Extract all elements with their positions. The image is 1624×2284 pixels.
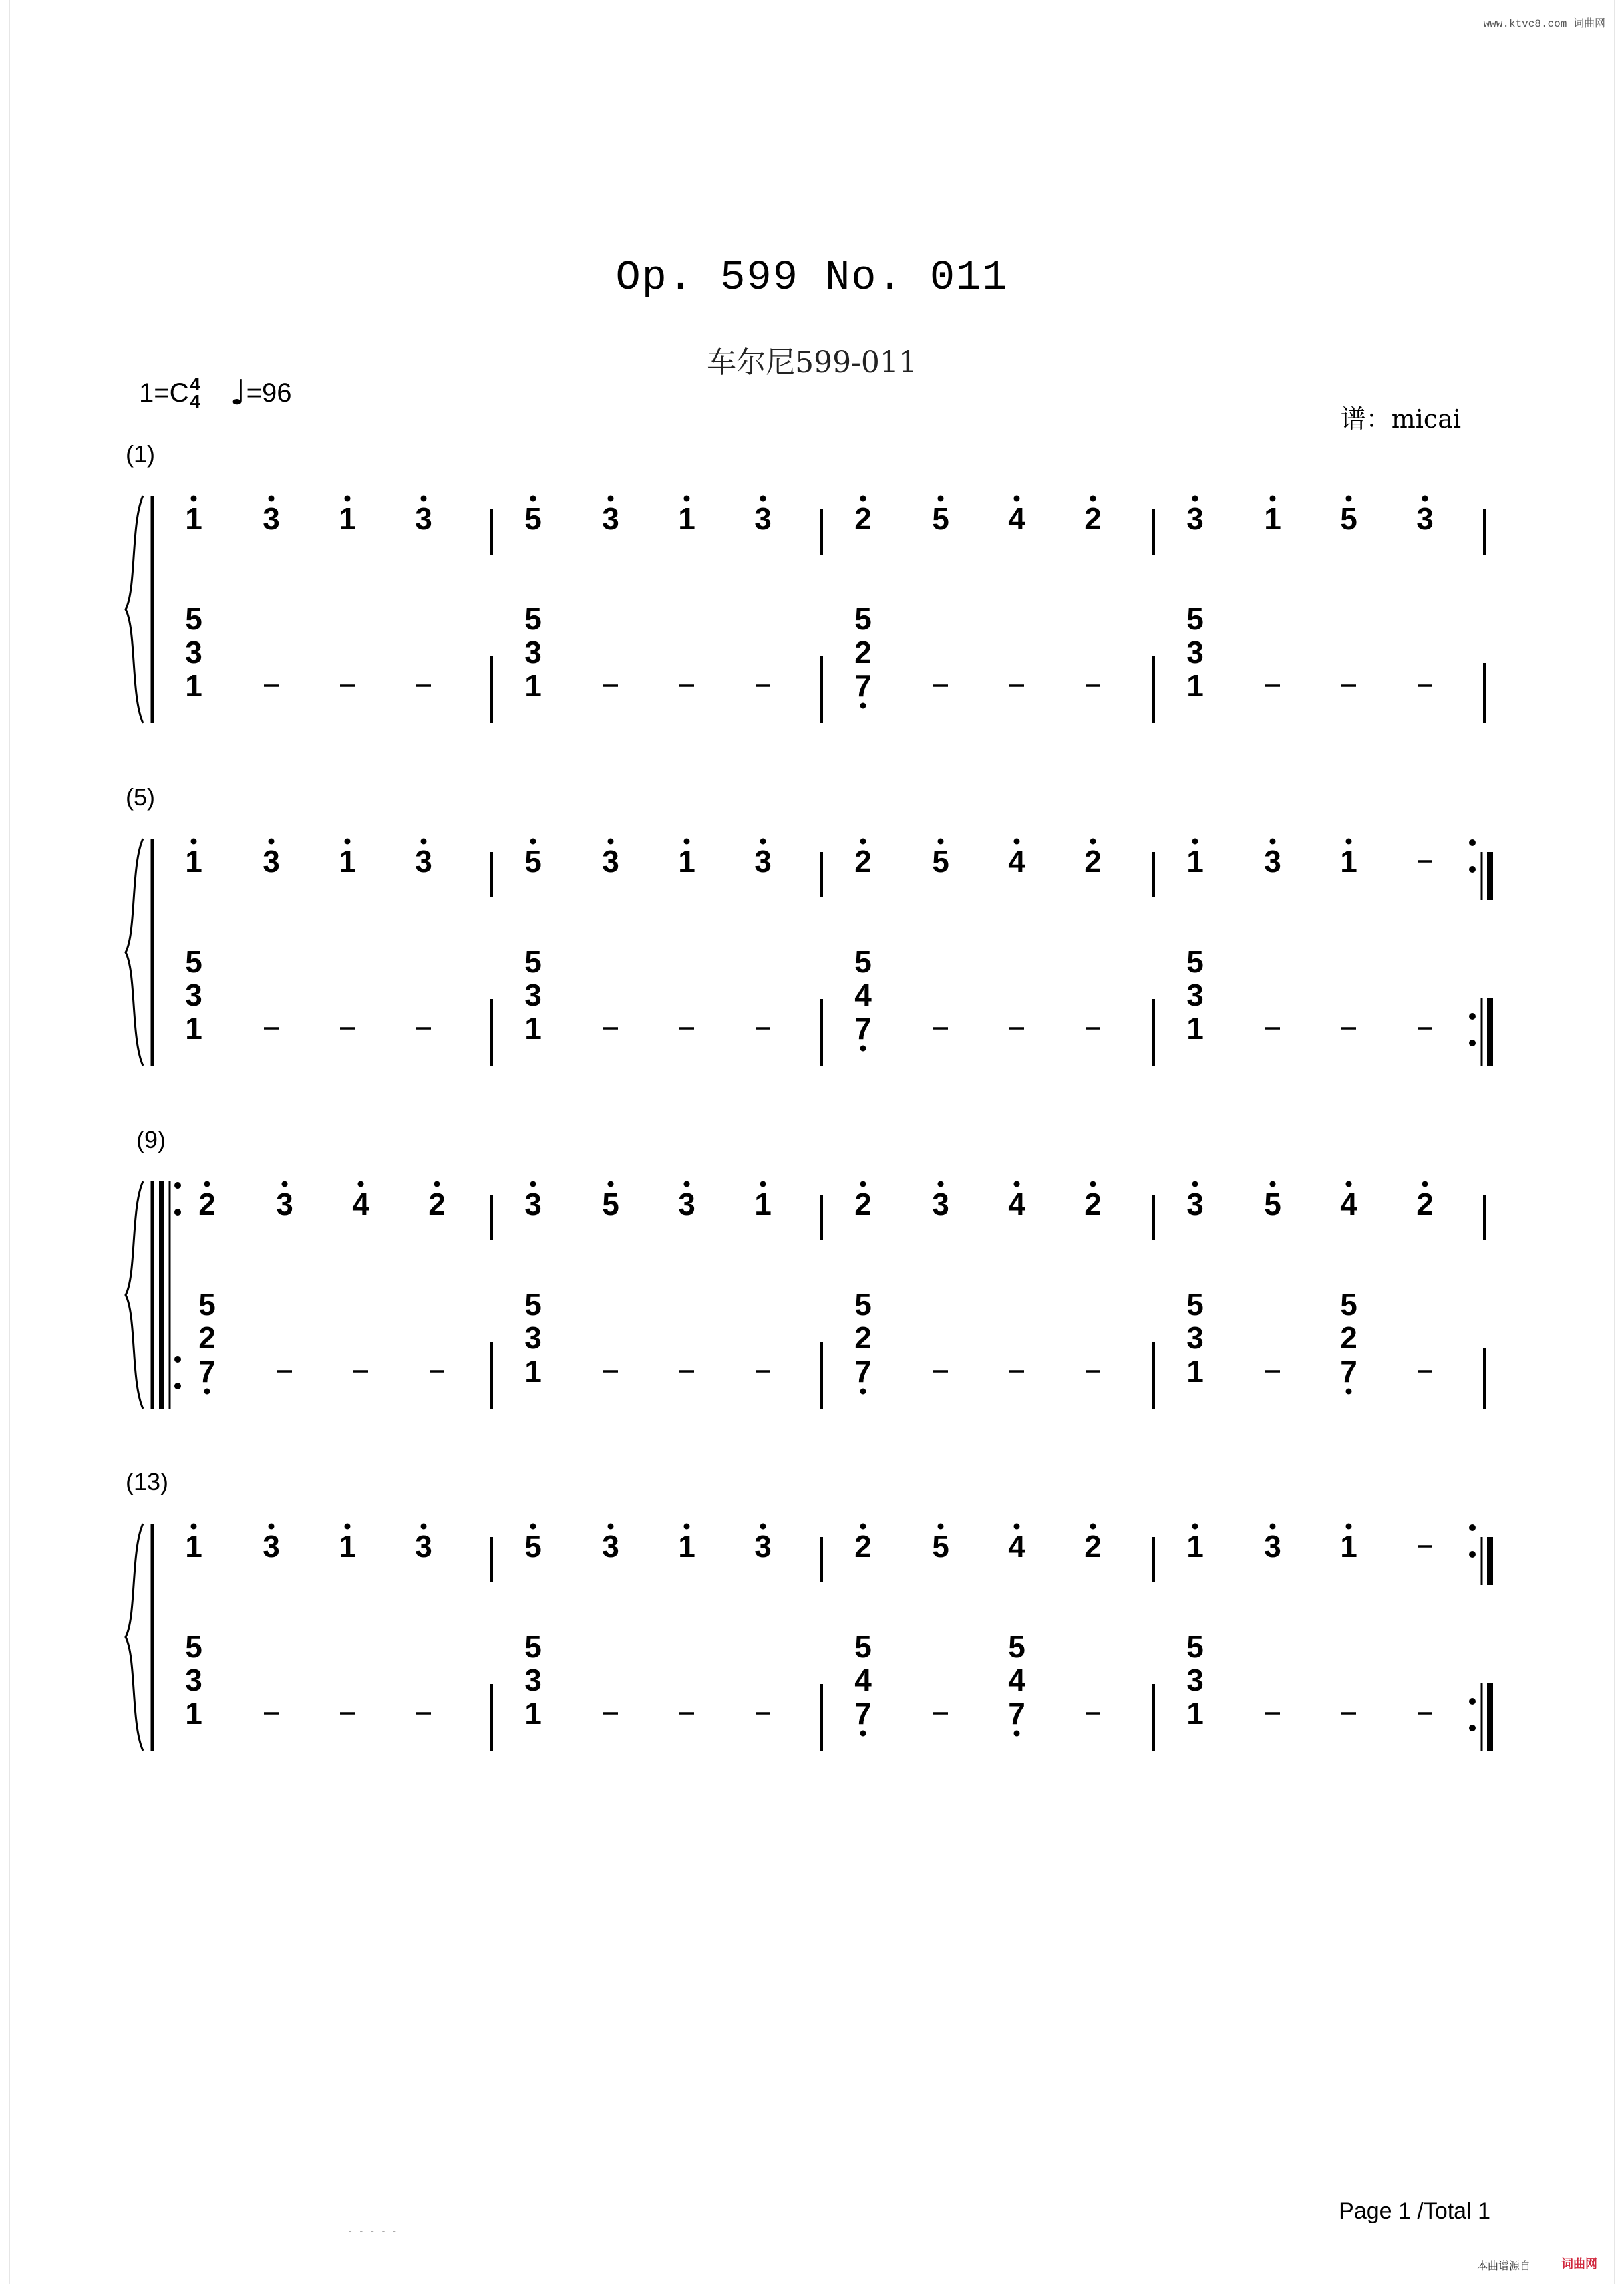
bass-chord-note: 3	[1186, 978, 1204, 1012]
repeat-dot	[1469, 1725, 1476, 1731]
time-top: 4	[190, 374, 201, 394]
octave-up-dot	[1346, 1524, 1352, 1530]
bass-chord-note: 5	[185, 1629, 202, 1664]
octave-up-dot	[191, 839, 197, 845]
bass-chord-note: 5	[524, 1629, 542, 1664]
octave-up-dot	[530, 839, 536, 845]
bass-chord-note: 1	[185, 1696, 202, 1731]
octave-up-dot	[860, 1181, 866, 1187]
octave-up-dot	[421, 839, 427, 845]
treble-note: 1	[339, 501, 356, 536]
octave-up-dot	[1192, 1181, 1198, 1187]
bass-chord-note: 7	[854, 1696, 872, 1731]
treble-note: 3	[263, 844, 280, 879]
octave-up-dot	[860, 496, 866, 502]
octave-up-dot	[608, 839, 614, 845]
bass-chord-note: 3	[1186, 1320, 1204, 1355]
octave-up-dot	[938, 1524, 944, 1530]
repeat-dot	[1469, 1040, 1476, 1046]
bass-chord-note: 7	[854, 668, 872, 703]
treble-note: 1	[678, 844, 695, 879]
bass-chord-note: 3	[1186, 635, 1204, 670]
repeat-end-thick-bar	[1487, 1683, 1493, 1751]
octave-up-dot	[191, 1524, 197, 1530]
octave-up-dot	[1270, 496, 1276, 502]
treble-note: 3	[932, 1187, 949, 1222]
treble-note: 3	[415, 844, 432, 879]
repeat-dot	[174, 1356, 181, 1363]
octave-down-dot	[204, 1389, 210, 1395]
octave-up-dot	[760, 1181, 766, 1187]
bass-chord-note: 5	[524, 944, 542, 979]
octave-up-dot	[269, 1524, 275, 1530]
bass-chord-note: 1	[524, 1354, 542, 1389]
treble-note: 1	[678, 1529, 695, 1564]
key-label: 1=C	[139, 378, 189, 408]
faint-mark: - - - - -	[349, 2225, 399, 2236]
repeat-dot	[1469, 1013, 1476, 1020]
bass-chord-note: 3	[185, 1663, 202, 1697]
treble-note: 4	[1008, 1529, 1025, 1564]
octave-up-dot	[1192, 496, 1198, 502]
treble-note: 3	[1186, 1187, 1204, 1222]
brace	[126, 1524, 143, 1751]
treble-note: 5	[932, 501, 949, 536]
repeat-dot	[1469, 1698, 1476, 1705]
bass-chord-note: 7	[854, 1354, 872, 1389]
octave-up-dot	[269, 496, 275, 502]
bass-chord-note: 1	[524, 668, 542, 703]
treble-note: 1	[678, 501, 695, 536]
bass-chord-note: 5	[854, 944, 872, 979]
octave-up-dot	[1014, 839, 1020, 845]
page-subtitle: 车尔尼599-011	[707, 345, 917, 380]
treble-note: 2	[1084, 844, 1102, 879]
treble-note: 3	[602, 844, 619, 879]
bass-chord-note: 5	[854, 1287, 872, 1322]
treble-note: 2	[1084, 501, 1102, 536]
octave-up-dot	[938, 496, 944, 502]
octave-up-dot	[684, 496, 690, 502]
measure-number-label: (13)	[126, 1468, 169, 1495]
bass-chord-note: 1	[1186, 1354, 1204, 1389]
octave-up-dot	[1346, 496, 1352, 502]
octave-up-dot	[345, 1524, 351, 1530]
bass-chord-note: 3	[185, 635, 202, 670]
time-bottom: 4	[190, 391, 201, 412]
treble-note: 3	[1264, 844, 1281, 879]
treble-note: 1	[1340, 844, 1357, 879]
octave-up-dot	[191, 496, 197, 502]
treble-note: 5	[1340, 501, 1357, 536]
repeat-dot	[174, 1383, 181, 1389]
octave-down-dot	[860, 1731, 866, 1737]
octave-up-dot	[345, 496, 351, 502]
bass-chord-note: 1	[185, 668, 202, 703]
treble-note: 2	[854, 844, 872, 879]
repeat-end-thick-bar	[1487, 1537, 1493, 1585]
octave-up-dot	[608, 1181, 614, 1187]
bass-chord-note: 1	[524, 1696, 542, 1731]
treble-note: 5	[524, 501, 542, 536]
octave-up-dot	[1270, 1181, 1276, 1187]
treble-note: 4	[1008, 1187, 1025, 1222]
octave-up-dot	[1014, 1524, 1020, 1530]
bass-chord-note: 7	[198, 1354, 216, 1389]
brace	[126, 496, 143, 723]
octave-up-dot	[530, 1524, 536, 1530]
bass-chord-note: 5	[1186, 601, 1204, 636]
octave-up-dot	[760, 839, 766, 845]
treble-note: 5	[932, 1529, 949, 1564]
treble-note: 3	[263, 501, 280, 536]
octave-up-dot	[1422, 496, 1428, 502]
treble-note: 1	[1264, 501, 1281, 536]
octave-up-dot	[608, 1524, 614, 1530]
treble-note: 4	[1008, 501, 1025, 536]
brace	[126, 839, 143, 1066]
octave-down-dot	[860, 1389, 866, 1395]
treble-note: 2	[198, 1187, 216, 1222]
octave-up-dot	[1270, 1524, 1276, 1530]
bass-chord-note: 5	[185, 601, 202, 636]
treble-note: 3	[1186, 501, 1204, 536]
octave-up-dot	[1014, 496, 1020, 502]
octave-up-dot	[860, 1524, 866, 1530]
octave-down-dot	[860, 703, 866, 709]
treble-note: 3	[524, 1187, 542, 1222]
bass-chord-note: 5	[524, 601, 542, 636]
treble-note: 1	[185, 1529, 202, 1564]
treble-note: 5	[932, 844, 949, 879]
bass-chord-note: 4	[854, 978, 872, 1012]
measure-number-label: (5)	[126, 783, 155, 811]
bass-chord-note: 5	[854, 601, 872, 636]
bass-chord-note: 7	[1008, 1696, 1025, 1731]
octave-up-dot	[1192, 839, 1198, 845]
brace	[126, 1181, 143, 1409]
octave-up-dot	[1090, 839, 1096, 845]
octave-up-dot	[1090, 1524, 1096, 1530]
octave-up-dot	[269, 839, 275, 845]
octave-up-dot	[345, 839, 351, 845]
treble-note: 2	[854, 1187, 872, 1222]
octave-up-dot	[860, 839, 866, 845]
treble-note: 3	[602, 501, 619, 536]
octave-up-dot	[1090, 1181, 1096, 1187]
repeat-dot	[174, 1209, 181, 1216]
treble-note: 3	[678, 1187, 695, 1222]
bass-chord-note: 5	[854, 1629, 872, 1664]
treble-note: 3	[415, 1529, 432, 1564]
page-number: Page 1 /Total 1	[1339, 2198, 1490, 2224]
octave-up-dot	[760, 1524, 766, 1530]
bass-chord-note: 5	[198, 1287, 216, 1322]
repeat-start-thick-bar	[159, 1181, 164, 1409]
tempo-value: =96	[246, 378, 292, 408]
octave-up-dot	[1346, 1181, 1352, 1187]
bass-chord-note: 3	[524, 635, 542, 670]
repeat-dot	[1469, 839, 1476, 846]
octave-up-dot	[684, 1181, 690, 1187]
bass-chord-note: 5	[1186, 1287, 1204, 1322]
octave-up-dot	[608, 496, 614, 502]
octave-up-dot	[282, 1181, 288, 1187]
treble-note: 5	[524, 844, 542, 879]
quarter-note-icon: ♩	[230, 373, 247, 413]
repeat-end-thick-bar	[1487, 998, 1493, 1066]
octave-up-dot	[421, 496, 427, 502]
page-title: Op. 599 No. 011	[615, 254, 1009, 301]
octave-up-dot	[938, 1181, 944, 1187]
repeat-dot	[1469, 1551, 1476, 1558]
bass-chord-note: 4	[1008, 1663, 1025, 1697]
treble-note: 1	[754, 1187, 772, 1222]
octave-up-dot	[204, 1181, 210, 1187]
bass-chord-note: 2	[854, 635, 872, 670]
treble-note: 4	[1340, 1187, 1357, 1222]
treble-note: 5	[1264, 1187, 1281, 1222]
octave-up-dot	[1014, 1181, 1020, 1187]
treble-note: 3	[754, 844, 772, 879]
octave-up-dot	[684, 1524, 690, 1530]
bass-chord-note: 1	[1186, 1011, 1204, 1046]
treble-note: 3	[276, 1187, 293, 1222]
source-label: 本曲谱源自	[1476, 2261, 1530, 2272]
treble-note: 2	[854, 501, 872, 536]
repeat-end-thick-bar	[1487, 852, 1493, 900]
treble-note: 5	[524, 1529, 542, 1564]
treble-note: 3	[754, 501, 772, 536]
treble-note: 2	[428, 1187, 446, 1222]
measure-number-label: (9)	[136, 1126, 166, 1153]
octave-up-dot	[434, 1181, 440, 1187]
bass-chord-note: 1	[1186, 668, 1204, 703]
treble-note: 3	[415, 501, 432, 536]
bass-chord-note: 2	[198, 1320, 216, 1355]
repeat-dot	[1469, 1524, 1476, 1531]
treble-note: 3	[754, 1529, 772, 1564]
treble-note: 4	[352, 1187, 369, 1222]
bass-chord-note: 2	[854, 1320, 872, 1355]
treble-note: 1	[1186, 844, 1204, 879]
treble-note: 1	[339, 844, 356, 879]
bass-chord-note: 5	[1008, 1629, 1025, 1664]
treble-note: 1	[185, 844, 202, 879]
bass-chord-note: 1	[524, 1011, 542, 1046]
bass-chord-note: 3	[524, 1663, 542, 1697]
octave-down-dot	[860, 1046, 866, 1052]
bass-chord-note: 4	[854, 1663, 872, 1697]
octave-up-dot	[358, 1181, 364, 1187]
bass-chord-note: 7	[1340, 1354, 1357, 1389]
octave-up-dot	[1422, 1181, 1428, 1187]
treble-note: 2	[854, 1529, 872, 1564]
bass-chord-note: 3	[1186, 1663, 1204, 1697]
bass-chord-note: 1	[1186, 1696, 1204, 1731]
octave-up-dot	[1346, 839, 1352, 845]
measure-number-label: (1)	[126, 440, 155, 468]
octave-down-dot	[1346, 1389, 1352, 1395]
bass-chord-note: 3	[185, 978, 202, 1012]
octave-up-dot	[760, 496, 766, 502]
octave-up-dot	[1270, 839, 1276, 845]
treble-note: 1	[1340, 1529, 1357, 1564]
octave-up-dot	[421, 1524, 427, 1530]
octave-up-dot	[1090, 496, 1096, 502]
octave-up-dot	[684, 839, 690, 845]
treble-note: 3	[602, 1529, 619, 1564]
bass-chord-note: 3	[524, 978, 542, 1012]
treble-note: 4	[1008, 844, 1025, 879]
treble-note: 3	[263, 1529, 280, 1564]
treble-note: 5	[602, 1187, 619, 1222]
bass-chord-note: 2	[1340, 1320, 1357, 1355]
treble-note: 2	[1084, 1187, 1102, 1222]
octave-up-dot	[530, 496, 536, 502]
bass-chord-note: 5	[1186, 1629, 1204, 1664]
bass-chord-note: 5	[524, 1287, 542, 1322]
treble-note: 2	[1084, 1529, 1102, 1564]
treble-note: 1	[185, 501, 202, 536]
treble-note: 3	[1264, 1529, 1281, 1564]
treble-note: 3	[1416, 501, 1434, 536]
treble-note: 1	[339, 1529, 356, 1564]
bass-chord-note: 3	[524, 1320, 542, 1355]
treble-note: 2	[1416, 1187, 1434, 1222]
site-note: www.ktvc8.com 词曲网	[1483, 18, 1605, 30]
bass-chord-note: 5	[1186, 944, 1204, 979]
repeat-dot	[1469, 866, 1476, 873]
octave-up-dot	[530, 1181, 536, 1187]
bass-chord-note: 5	[1340, 1287, 1357, 1322]
bass-chord-note: 1	[185, 1011, 202, 1046]
octave-up-dot	[1192, 1524, 1198, 1530]
treble-note: 1	[1186, 1529, 1204, 1564]
octave-down-dot	[1014, 1731, 1020, 1737]
arranger-credit: 谱：micai	[1340, 404, 1461, 434]
bass-chord-note: 7	[854, 1011, 872, 1046]
brand-logo: 词曲网	[1561, 2257, 1597, 2271]
octave-up-dot	[938, 839, 944, 845]
bass-chord-note: 5	[185, 944, 202, 979]
repeat-dot	[174, 1182, 181, 1189]
